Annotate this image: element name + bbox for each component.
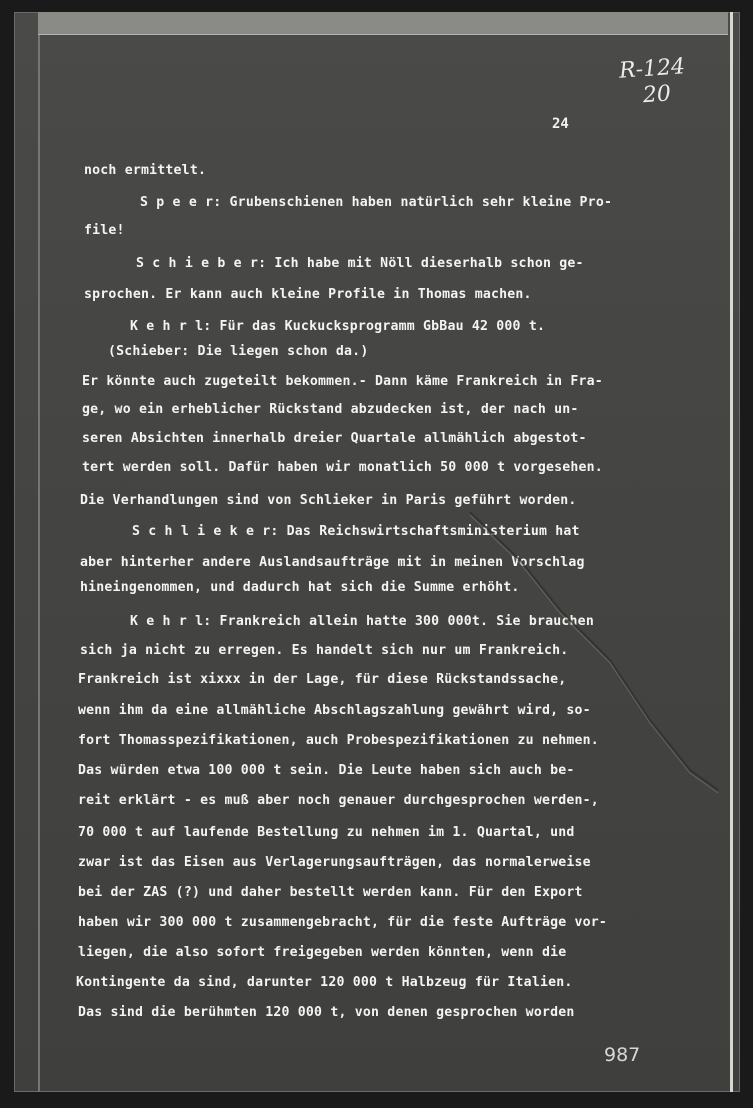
text-line: S p e e r: Grubenschienen haben natürlich sehr kleine Pro-	[140, 195, 613, 210]
text-line: Er könnte auch zugeteilt bekommen.- Dann käme Frankreich in Fra-	[82, 374, 603, 389]
text-line: (Schieber: Die liegen schon da.)	[108, 344, 369, 359]
text-line: K e h r l: Für das Kuckucksprogramm GbBau 42 000 t.	[130, 319, 546, 334]
text-line: S c h l i e k e r: Das Reichswirtschaftsministerium hat	[132, 524, 580, 539]
text-line: ge, wo ein erheblicher Rückstand abzudecken ist, der nach un-	[82, 402, 579, 417]
text-line: Die Verhandlungen sind von Schlieker in Paris geführt worden.	[80, 493, 577, 508]
text-line: K e h r l: Frankreich allein hatte 300 000t. Sie brauchen	[130, 614, 594, 629]
text-line: wenn ihm da eine allmähliche Abschlagszahlung gewährt wird, so-	[78, 703, 591, 718]
text-line: Das würden etwa 100 000 t sein. Die Leute haben sich auch be-	[78, 763, 575, 778]
text-line: 70 000 t auf laufende Bestellung zu nehmen im 1. Quartal, und	[78, 825, 575, 840]
archive-mark-line1: R-124	[618, 54, 686, 84]
text-line: Das sind die berühmten 120 000 t, von denen gesprochen worden	[78, 1005, 575, 1020]
text-line: zwar ist das Eisen aus Verlagerungsaufträgen, das normalerweise	[78, 855, 591, 870]
text-line: tert werden soll. Dafür haben wir monatlich 50 000 t vorgesehen.	[82, 460, 603, 475]
text-line: file!	[84, 223, 125, 238]
text-line: seren Absichten innerhalb dreier Quartale allmählich abgestot-	[82, 431, 587, 446]
text-line: hineingenommen, und dadurch hat sich die Summe erhöht.	[80, 580, 520, 595]
page-number: 24	[552, 116, 569, 132]
text-line: sprochen. Er kann auch kleine Profile in Thomas machen.	[84, 287, 532, 302]
text-line: S c h i e b e r: Ich habe mit Nöll dieserhalb schon ge-	[136, 256, 584, 271]
archive-mark-line2: 20	[642, 81, 672, 109]
footer-number: 987	[604, 1044, 641, 1066]
text-line: aber hinterher andere Auslandsaufträge mit in meinen Vorschlag	[80, 555, 585, 570]
text-line: noch ermittelt.	[84, 163, 207, 178]
text-line: Frankreich ist xixxx in der Lage, für diese Rückstandssache,	[78, 672, 567, 687]
text-line: haben wir 300 000 t zusammengebracht, für die feste Aufträge vor-	[78, 915, 608, 930]
text-line: liegen, die also sofort freigegeben werden könnten, wenn die	[78, 945, 567, 960]
text-line: bei der ZAS (?) und daher bestellt werden kann. Für den Export	[78, 885, 583, 900]
text-line: fort Thomasspezifikationen, auch Probespezifikationen zu nehmen.	[78, 733, 599, 748]
text-line: sich ja nicht zu erregen. Es handelt sich nur um Frankreich.	[80, 643, 569, 658]
text-line: reit erklärt - es muß aber noch genauer durchgesprochen werden-,	[78, 793, 599, 808]
text-line: Kontingente da sind, darunter 120 000 t Halbzeug für Italien.	[76, 975, 573, 990]
